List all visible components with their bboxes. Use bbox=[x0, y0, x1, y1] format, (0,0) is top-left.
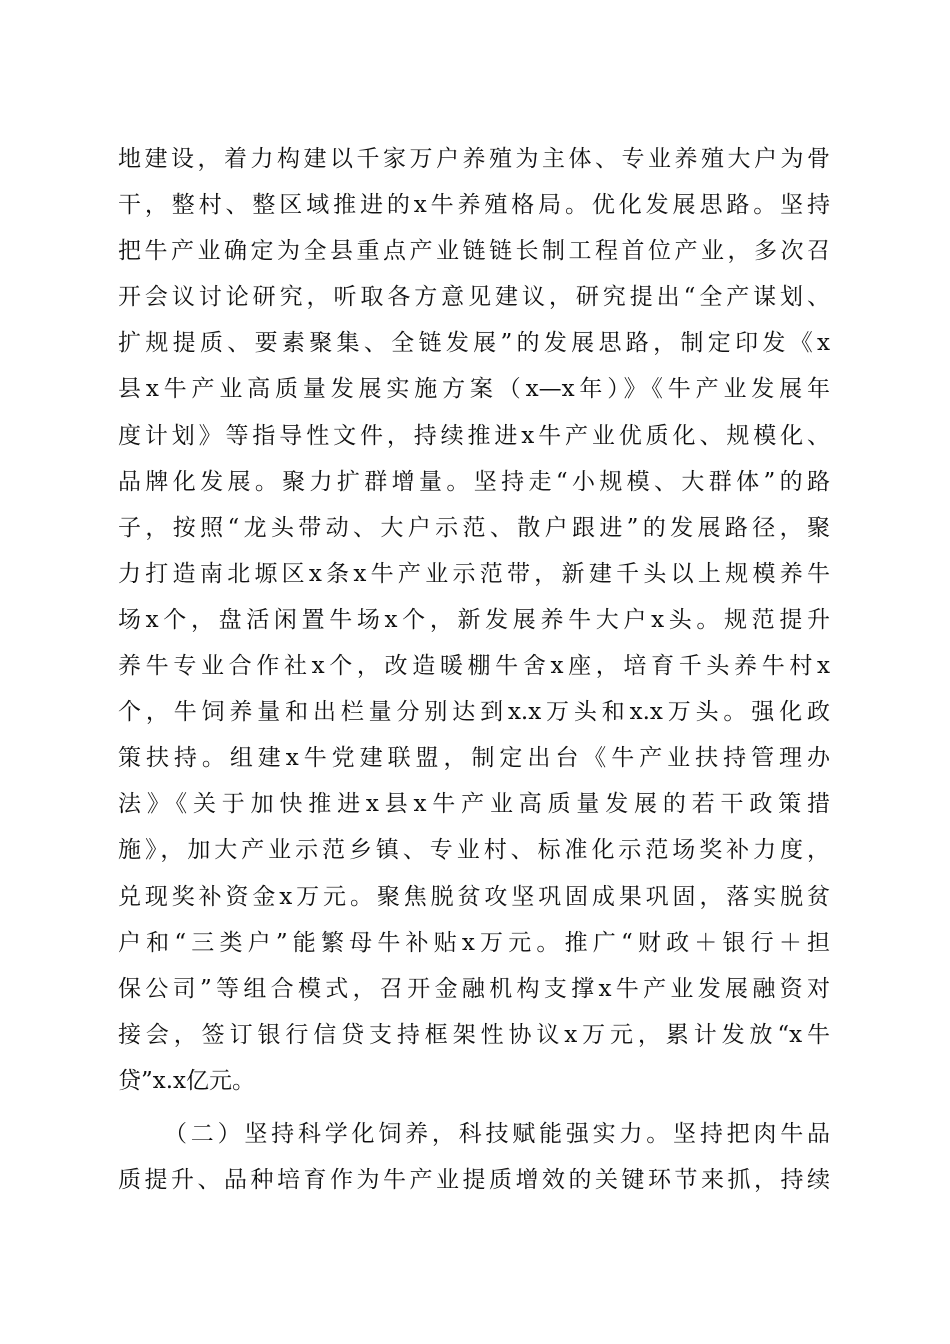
paragraph-1 bbox=[118, 136, 830, 1104]
text-line: 个，牛饲养量和出栏量分别达到x.x万头和x.x万头。强化政 bbox=[118, 699, 830, 726]
text-line: 法》《关于加快推进x县x牛产业高质量发展的若干政策措 bbox=[118, 791, 830, 818]
text-line: 品牌化发展。聚力扩群增量。坚持走“小规模、大群体”的路 bbox=[118, 468, 830, 495]
text-line: 场x个，盘活闲置牛场x个，新发展养牛大户x头。规范提升 bbox=[118, 606, 830, 633]
text-line: 地建设，着力构建以千家万户养殖为主体、专业养殖大户为骨 bbox=[118, 146, 830, 172]
text-line: 接会，签订银行信贷支持框架性协议x万元，累计发放“x牛 bbox=[118, 1021, 830, 1048]
text-line: 子，按照“龙头带动、大户示范、散户跟进”的发展路径，聚 bbox=[118, 514, 830, 541]
text-line: 养牛专业合作社x个，改造暖棚牛舍x座，培育千头养牛村x bbox=[118, 653, 830, 680]
text-line: 干，整村、整区域推进的x牛养殖格局。优化发展思路。坚持 bbox=[118, 192, 830, 219]
text-line: 保公司”等组合模式，召开金融机构支撑x牛产业发展融资对 bbox=[118, 975, 830, 1002]
text-line: 质提升、品种培育作为牛产业提质增效的关键环节来抓，持续 bbox=[118, 1167, 830, 1194]
text-line: 户和“三类户”能繁母牛补贴x万元。推广“财政＋银行＋担 bbox=[118, 929, 830, 956]
text-line: 县x牛产业高质量发展实施方案（x—x年）》《牛产业发展年 bbox=[118, 376, 830, 403]
text-line: 把牛产业确定为全县重点产业链链长制工程首位产业，多次召 bbox=[118, 238, 830, 265]
paragraph-spacing bbox=[118, 1104, 830, 1111]
text-line: 兑现奖补资金x万元。聚焦脱贫攻坚巩固成果巩固，落实脱贫 bbox=[118, 883, 830, 910]
text-line: 施》，加大产业示范乡镇、专业村、标准化示范场奖补力度， bbox=[118, 837, 830, 864]
paragraph-2 bbox=[118, 1111, 830, 1203]
section-heading-line: （二）坚持科学化饲养，科技赋能强实力。坚持把肉牛品 bbox=[164, 1120, 830, 1147]
text-line: 扩规提质、要素聚集、全链发展”的发展思路，制定印发《x bbox=[118, 330, 830, 357]
text-line: 贷”x.x亿元。 bbox=[118, 1067, 256, 1094]
text-line: 开会议讨论研究，听取各方意见建议，研究提出“全产谋划、 bbox=[118, 284, 830, 311]
text-line: 策扶持。组建x牛党建联盟，制定出台《牛产业扶持管理办 bbox=[118, 745, 830, 772]
body-text bbox=[118, 136, 830, 1203]
text-line: 度计划》等指导性文件，持续推进x牛产业优质化、规模化、 bbox=[118, 422, 830, 449]
text-line: 力打造南北塬区x条x牛产业示范带，新建千头以上规模养牛 bbox=[118, 560, 830, 587]
